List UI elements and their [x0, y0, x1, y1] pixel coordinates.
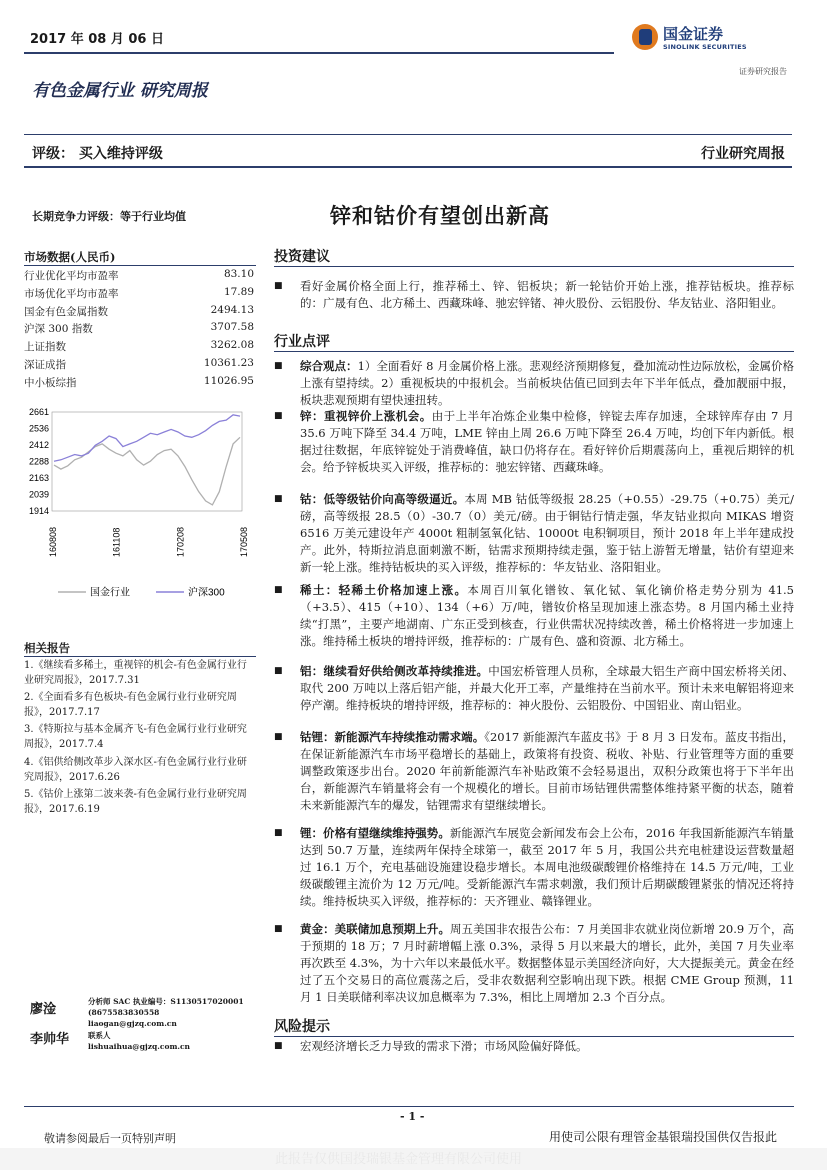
review-point-head: 钴：低等级钴价向高等级逼近。: [300, 492, 465, 506]
review-point-text: [300, 663, 794, 714]
review-point-body: 周五美国非农报告公布：7 月美国非农就业岗位新增 20.9 万个，高于预期的 18 万；7 月时薪增幅上涨 0.3%，录得 5 月以来最大的增长，此外，美国 7 月失业率再次跌至 4.3%，为十六年以来最低水平。数据整体显示美国经济向好，大大提振美元。黄金在经过了五个交易日的高位震荡之后，受非农数据利空影响出现下跌。根据 CME Group 预测，11 月 1 日美联储利率决议加息概率为 7.3%，相比上周增加 2.3 个百分点。: [300, 922, 795, 1004]
report-date: 2017 年 08 月 06 日: [30, 32, 164, 47]
market-value: 2494.13: [210, 303, 254, 316]
market-label: 深证成指: [24, 359, 66, 371]
x-tick-label: 170208: [175, 526, 186, 557]
market-data-title: 市场数据(人民币): [24, 250, 116, 264]
analyst-info-line: 联系人: [88, 1031, 111, 1040]
x-tick-label: 161108: [111, 527, 122, 557]
legend-label: 沪深300: [188, 587, 225, 599]
review-point-head: 钴锂：新能源汽车持续推动需求端。: [300, 730, 485, 744]
brand-logo: [632, 22, 752, 58]
related-rule: [24, 656, 256, 657]
invest-rule: [274, 266, 794, 267]
review-point-head: 黄金：美联储加息预期上升。: [300, 922, 451, 936]
y-tick-label: 2412: [28, 440, 49, 450]
market-row: [24, 375, 254, 393]
analyst-info-line: liaogan@gjzq.com.cn: [88, 1019, 177, 1028]
market-row: [24, 268, 254, 286]
market-rule: [24, 265, 256, 266]
review-point: [274, 729, 794, 814]
market-label: 行业优化平均市盈率: [24, 270, 119, 282]
industry-title: 有色金属行业 研究周报: [32, 81, 208, 101]
header-rule: [24, 52, 614, 54]
review-point-text: [300, 358, 794, 409]
disclaimer-note: 敬请参阅最后一页特别声明: [44, 1132, 176, 1145]
market-value: 3707.58: [210, 321, 254, 334]
footer-right-text: 用使司公限有理管金基银瑞投国供仅告报此: [548, 1130, 777, 1144]
analyst-info-line: (8675583830558: [88, 1008, 160, 1017]
market-value: 17.89: [223, 285, 254, 298]
market-row: [24, 357, 254, 375]
risk-text: 宏观经济增长乏力导致的需求下滑；市场风险偏好降低。: [300, 1039, 588, 1053]
review-point-text: [300, 408, 794, 476]
analyst-name: 廖淦: [30, 1002, 57, 1017]
review-point: [274, 825, 794, 910]
risk-section-title: 风险提示: [274, 1019, 330, 1035]
review-point: [274, 408, 794, 476]
review-point: [274, 921, 794, 1006]
review-point-body: 本周百川氧化镨钕、氧化铽、氧化镝价格走势分别为 41.5（+3.5）、415（+10）、134（+6）万/吨，镨钕价格呈现加速上涨态势。8 月国内稀土业持续“打黑”，主要产地湖南、广东正受到核查，行业供需状况持续改善，稀土价格将进一步加速上涨。维持稀土板块的增持评级，推荐标的：广晟有色、盛和资源、北方稀土。: [300, 583, 794, 648]
y-tick-label: 2288: [28, 456, 49, 467]
market-row: [24, 339, 254, 357]
review-point-body: 由于上半年冶炼企业集中检修，锌锭去库存加速，全球锌库存由 7 月 35.6 万吨下降至 34.4 万吨，LME 锌由上周 26.6 万吨下降至 26.4 万吨，均创下年内新低。根据过往数据，年底锌锭处于消费峰值，缺口仍将存在。看好锌价后期震荡向上，重视后期锌的机会。给予锌板块买入评级，推荐标的：驰宏锌锗、西藏珠峰。: [300, 409, 795, 474]
y-tick-label: 2039: [28, 489, 49, 500]
logo-text-en: SINOLINK SECURITIES: [663, 43, 747, 51]
bullet-icon: ■: [274, 828, 283, 838]
bullet-icon: ■: [274, 732, 283, 742]
review-point-text: [300, 825, 794, 910]
invest-section-title: 投资建议: [274, 249, 330, 265]
market-value: 11026.95: [203, 374, 254, 387]
risk-bullet: [274, 1038, 794, 1055]
x-tick-label: 170508: [239, 526, 249, 557]
review-point: [274, 491, 794, 576]
invest-text: 看好金属价格全面上行，推荐稀土、锌、铝板块；新一轮钴价开始上涨，推荐钴板块。推荐标的：广晟有色、北方稀土、西藏珠峰、驰宏锌锗、神火股份、云铝股份、华友钴业、洛阳钼业。: [300, 279, 794, 310]
market-value: 3262.08: [210, 339, 254, 352]
review-point: [274, 358, 794, 409]
market-row: [24, 321, 254, 339]
market-value: 10361.23: [203, 357, 254, 369]
series-line: [54, 415, 240, 461]
market-label: 沪深 300 指数: [24, 323, 93, 336]
report-tag: 证券研究报告: [739, 67, 787, 76]
review-point-body: 本周 MB 钴低等级报 28.25（+0.55）-29.75（+0.75）美元/磅，高等级报 28.5（0）-30.7（0）美元/磅。由于铜钴行情走强，华友钴业拟向 MIKAS 增资 6516 万美元建设年产 4000t 粗制氢氧化钴、10000t 电积铜项目，预计 2018 年上半年建成投产。此外，特斯拉消息面刺激不断，钴需求预期持续走强，鉴于钴上游暂无增量，钴价有望迎来新一轮上涨。维持钴板块的买入评级，推荐标的：华友钴业、洛阳钼业。: [300, 492, 795, 574]
review-section-title: 行业点评: [274, 334, 330, 350]
x-tick-label: 160808: [48, 526, 58, 557]
market-label: 上证指数: [24, 341, 66, 354]
related-reports-title: 相关报告: [24, 641, 70, 655]
invest-bullet: [274, 278, 794, 312]
bullet-icon: ■: [274, 281, 283, 291]
bullet-icon: ■: [274, 494, 283, 504]
review-point: [274, 582, 794, 650]
bullet-icon: ■: [274, 1041, 283, 1051]
related-report-item[interactable]: 3.《特斯拉与基本金属齐飞-有色金属行业行业研究周报》，2017.7.4: [24, 724, 247, 750]
rating-rule-top: [24, 134, 792, 135]
bullet-icon: ■: [274, 361, 283, 371]
y-tick-label: 1914: [28, 506, 49, 516]
y-tick-label: 2163: [28, 473, 49, 483]
analyst-info: [88, 996, 244, 1029]
report-type: 行业研究周报: [701, 146, 785, 162]
logo-text-cn: 国金证券: [663, 25, 724, 43]
y-tick-label: 2661: [28, 407, 49, 417]
rating: 评级： 买入维持评级: [32, 146, 163, 162]
review-point: [274, 663, 794, 714]
review-point-text: [300, 582, 794, 650]
related-report-item[interactable]: 4.《铝供给侧改革步入深水区-有色金属行业行业研究周报》，2017.6.26: [24, 757, 247, 783]
related-report-item[interactable]: 5.《钴价上涨第二波来袭-有色金属行业行业研究周报》，2017.6.19: [24, 789, 247, 815]
related-report-item[interactable]: 2.《全面看多有色板块-有色金属行业行业研究周报》，2017.7.17: [24, 692, 237, 718]
market-label: 中小板综指: [24, 376, 77, 389]
series-line: [54, 437, 240, 505]
related-report-item[interactable]: 1.《继续看多稀土，重视锌的机会-有色金属行业行业研究周报》，2017.7.31: [24, 660, 247, 686]
review-rule: [274, 351, 794, 352]
legend-label: 国金行业: [90, 587, 130, 599]
index-chart: [20, 407, 249, 608]
bullet-icon: ■: [274, 411, 283, 421]
review-point-text: [300, 491, 794, 576]
review-point-head: 锌：重视锌价上涨机会。: [300, 409, 432, 423]
long-term-rating: 长期竞争力评级：等于行业均值: [32, 210, 186, 223]
review-point-head: 锂：价格有望继续维持强势。: [300, 826, 450, 840]
bullet-icon: ■: [274, 924, 283, 934]
analyst-info-line: 分析师 SAC 执业编号：S1130517020001: [88, 997, 244, 1006]
market-value: 83.10: [223, 268, 254, 280]
review-point-body: 《2017 新能源汽车蓝皮书》于 8 月 3 日发布。蓝皮书指出，在保证新能源汽车市场平稳增长的基础上，政策将有投资、税收、补贴、行业管理等方面的重要调整政策逐步出台。2020 年前新能源汽车补贴政策不会轻易退出，双积分政策也将于下半年出台，新能源汽车销量将会有一个规模化的增长。目前市场钴锂供需整体维持紧平衡的状态，随着未来新能源汽车的爆发，钴锂需求有望继续增长。: [300, 730, 794, 812]
main-title: 锌和钴价有望创出新高: [330, 203, 550, 228]
review-point-text: [300, 921, 794, 1006]
logo-icon: [632, 24, 658, 50]
review-point-head: 铝：继续看好供给侧改革持续推进。: [300, 664, 489, 678]
market-row: [24, 286, 254, 304]
market-label: 市场优化平均市盈率: [24, 287, 119, 300]
y-tick-label: 2536: [28, 423, 49, 434]
contact-name: 李帅华: [30, 1032, 70, 1047]
watermark-text: 此报告仅供国投瑞银基金管理有限公司使用: [275, 1152, 523, 1167]
risk-rule: [274, 1036, 794, 1037]
review-point-text: [300, 729, 794, 814]
bullet-icon: ■: [274, 585, 283, 595]
review-point-head: 综合观点：: [300, 359, 358, 373]
analyst-info-line: lishuaihua@gjzq.com.cn: [88, 1042, 191, 1051]
page-number: - 1 -: [400, 1110, 425, 1123]
footer-rule: [24, 1106, 794, 1107]
review-point-body: 1）全面看好 8 月金属价格上涨。悲观经济预期修复，叠加流动性边际放松，金属价格上涨有望持续。2）重视板块的中报机会。当前板块估值已回到去年下半年低点，叠加靓丽中报，板块悲观预期有望快速扭转。: [300, 359, 795, 407]
review-point-body: 新能源汽车展览会新闻发布会上公布，2016 年我国新能源汽车销量达到 50.7 万量，连续两年保持全球第一，截至 2017 年 5 月，我国公共充电桩建设运营数量超过 16.1 万个，充电基础设施建设稳步增长。本周电池级碳酸锂价格维持在 14.5 万元/吨，工业级碳酸锂主流价为 12 万元/吨。受新能源汽车需求刺激，我们预计后期碳酸锂紧张的情况还将持续。维持板块买入评级，推荐标的：天齐锂业、赣锋锂业。: [300, 826, 795, 908]
review-point-body: 中国宏桥管理人员称，全球最大铝生产商中国宏桥将关闭、取代 200 万吨以上落后铝产能，并最大化开工率，产量维持在当前水平。预计未来电解铝将迎来停产潮。维持板块的增持评级，推荐标的：神火股份、云铝股份、中国铝业、南山铝业。: [300, 664, 795, 712]
plot-frame: [52, 412, 242, 511]
market-row: [24, 304, 254, 322]
contact-info: [88, 1030, 190, 1052]
rating-rule-bottom: [24, 166, 792, 168]
market-label: 国金有色金属指数: [24, 305, 108, 318]
bullet-icon: ■: [274, 666, 283, 676]
review-point-head: 稀土：轻稀土价格加速上涨。: [300, 583, 468, 597]
